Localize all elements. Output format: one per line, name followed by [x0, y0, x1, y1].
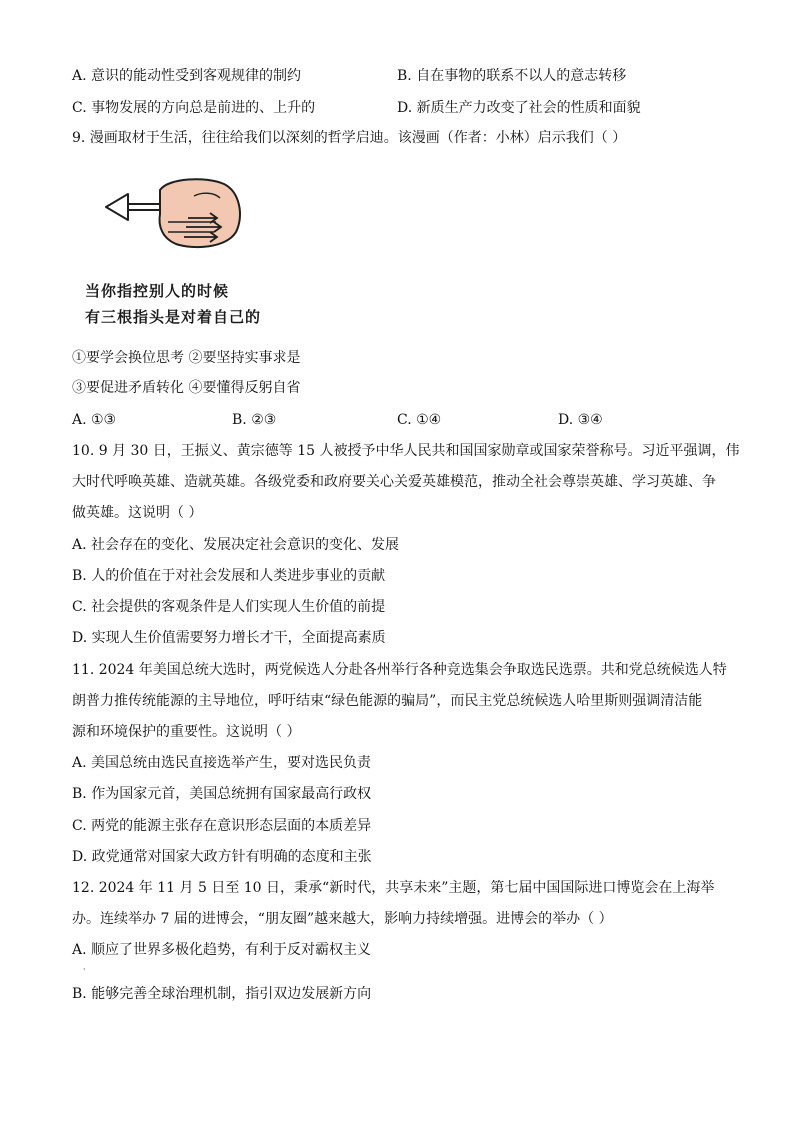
cartoon-caption-line1: 当你指控别人的时候 — [85, 282, 230, 300]
pointing-fist-icon — [98, 174, 278, 254]
q12-stem-line2: 办。连续举办 7 届的进博会，“朋友圈”越来越大，影响力持续增强。进博会的举办（ ） — [72, 911, 613, 927]
q8-option-d: D. 新质生产力改变了社会的性质和面貌 — [397, 100, 641, 116]
q9-choice-c: C. ①④ — [397, 412, 442, 428]
q9-choice-b: B. ②③ — [232, 412, 277, 428]
q9-statements-row1: ①要学会换位思考 ②要坚持实事求是 — [72, 350, 301, 366]
q11-stem-line3: 源和环境保护的重要性。这说明（ ） — [72, 724, 301, 740]
q8-option-b: B. 自在事物的联系不以人的意志转移 — [397, 68, 627, 84]
q9-choice-d: D. ③④ — [558, 412, 603, 428]
q9-stem: 9. 漫画取材于生活，往往给我们以深刻的哲学启迪。该漫画（作者：小林）启示我们（ ） — [72, 130, 627, 146]
q10-option-a: A. 社会存在的变化、发展决定社会意识的变化、发展 — [72, 537, 400, 553]
q12-option-a: A. 顺应了世界多极化趋势，有利于反对霸权主义 — [72, 942, 372, 958]
q12-stem-line1: 12. 2024 年 11 月 5 日至 10 日，秉承“新时代，共享未来”主题，第七届中国国际进口博览会在上海举 — [72, 880, 715, 896]
q9-statements-row2: ③要促进矛盾转化 ④要懂得反躬自省 — [72, 380, 301, 396]
cartoon-caption-line2: 有三根指头是对着自己的 — [85, 308, 262, 326]
q11-stem-line1: 11. 2024 年美国总统大选时，两党候选人分赴各州举行各种竞选集会争取选民选票。共和党总统候选人特 — [72, 662, 727, 678]
q11-option-b: B. 作为国家元首，美国总统拥有国家最高行政权 — [72, 786, 372, 802]
q10-stem-line3: 做英雄。这说明（ ） — [72, 505, 203, 521]
q10-option-d: D. 实现人生价值需要努力增长才干，全面提高素质 — [72, 630, 386, 646]
q11-option-c: C. 两党的能源主张存在意识形态层面的本质差异 — [72, 818, 372, 834]
q8-option-c: C. 事物发展的方向总是前进的、上升的 — [72, 100, 316, 116]
q11-option-a: A. 美国总统由选民直接选举产生，要对选民负责 — [72, 755, 372, 771]
q11-stem-line2: 朗普力推传统能源的主导地位，呼吁结束“绿色能源的骗局”，而民主党总统候选人哈里斯则强调清洁能 — [72, 693, 703, 709]
q10-stem-line2: 大时代呼唤英雄、造就英雄。各级党委和政府要关心关爱英雄模范，推动全社会尊崇英雄、学习英雄、争 — [72, 474, 716, 490]
cartoon — [80, 170, 280, 330]
q10-option-b: B. 人的价值在于对社会发展和人类进步事业的贡献 — [72, 568, 386, 584]
q12-option-b: B. 能够完善全球治理机制，指引双边发展新方向 — [72, 986, 372, 1002]
q10-option-c: C. 社会提供的客观条件是人们实现人生价值的前提 — [72, 599, 386, 615]
q11-option-d: D. 政党通常对国家大政方针有明确的态度和主张 — [72, 849, 372, 865]
q8-option-a: A. 意识的能动性受到客观规律的制约 — [72, 68, 302, 84]
stray-mark: · — [83, 965, 86, 974]
q10-stem-line1: 10. 9 月 30 日，王振义、黄宗德等 15 人被授予中华人民共和国国家勋章或国家荣誉称号。习近平强调，伟 — [72, 443, 740, 459]
q9-choice-a: A. ①③ — [72, 412, 117, 428]
